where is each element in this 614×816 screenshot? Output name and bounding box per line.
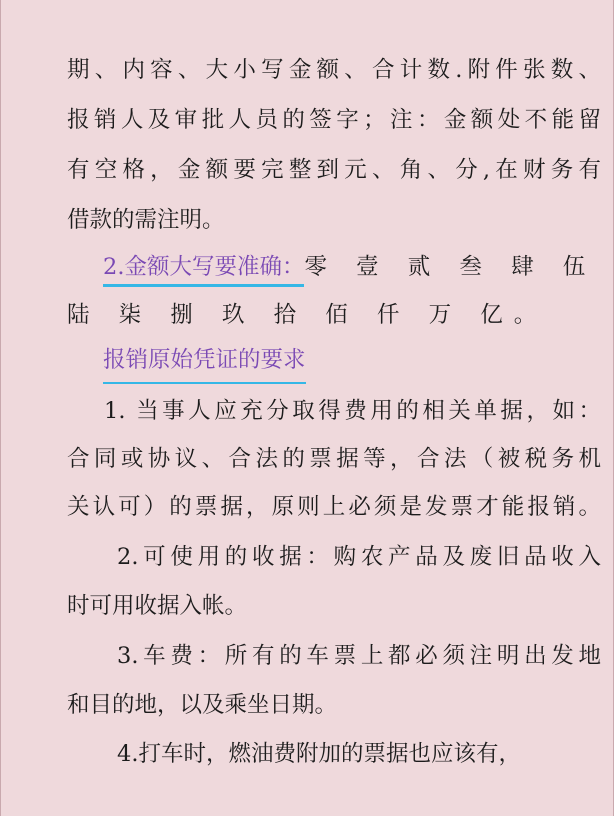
paragraph-line: 有空格，金额要完整到元、角、分,在财务有 (67, 157, 601, 183)
heading-underline (103, 382, 306, 384)
paragraph-line: 3.车费：所有的车票上都必须注明出发地 (117, 643, 601, 669)
paragraph-line: 时可用收据入帐。 (67, 593, 248, 619)
paragraph-line: 2.可使用的收据：购农产品及废旧品收入 (117, 544, 601, 570)
section-heading-receipts: 报销原始凭证的要求 (103, 344, 306, 376)
heading-underline (103, 284, 304, 287)
paragraph-line: 4.打车时，燃油费附加的票据也应该有， (117, 741, 521, 767)
section-heading-line (103, 344, 601, 376)
paragraph-line: 和目的地，以及乘坐日期。 (67, 692, 338, 718)
uppercase-numerals-2: 陆 柒 捌 玖 拾 佰 仟 万 亿。 (67, 302, 548, 328)
amount-uppercase-line (103, 251, 601, 283)
paragraph-line: 借款的需注明。 (67, 207, 225, 233)
paragraph-line: 关认可）的票据，原则上必须是发票才能报销。 (67, 494, 601, 520)
paragraph-line: 报销人及审批人员的签字；注：金额处不能留 (67, 107, 601, 133)
section-heading-amount: 2.金额大写要准确： (103, 251, 304, 283)
paragraph-line: 合同或协议、合法的票据等，合法（被税务机 (67, 446, 601, 472)
uppercase-numerals-1: 零 壹 贰 叁 肆 伍 (304, 254, 597, 280)
paragraph-line: 1. 当事人应充分取得费用的相关单据，如： (104, 398, 601, 424)
paragraph-line: 期、内容、大小写金额、合计数.附件张数、 (67, 57, 601, 83)
